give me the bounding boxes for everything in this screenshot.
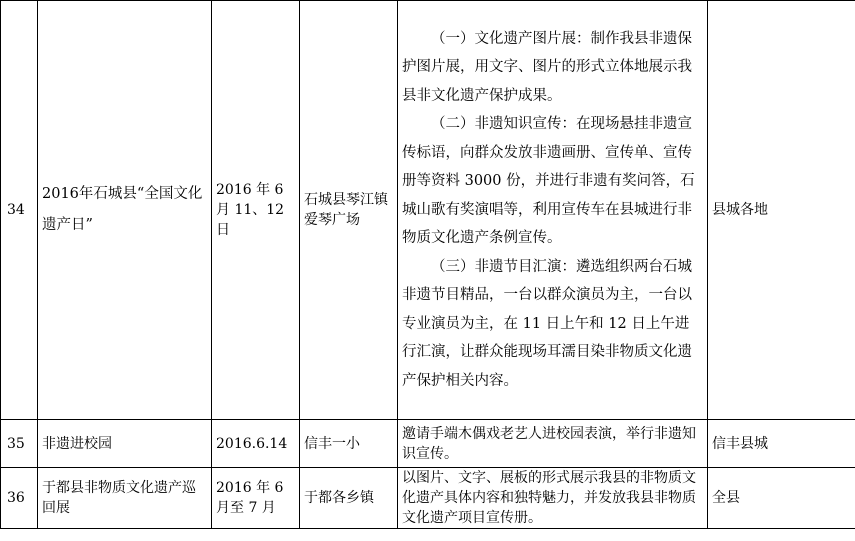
activity-place: 信丰一小 [300, 420, 398, 468]
activity-content [398, 468, 708, 529]
activity-place: 于都各乡镇 [300, 468, 398, 529]
activity-date: 2016 年 6 月 11、12 日 [212, 1, 300, 420]
activity-date: 2016 年 6 月至 7 月 [212, 468, 300, 529]
activity-scope: 全县 [708, 468, 855, 529]
table-row [1, 1, 855, 420]
activity-content [398, 420, 708, 468]
activity-place: 石城县琴江镇爱琴广场 [300, 1, 398, 420]
table-row [1, 468, 855, 529]
activity-paragraph: 以图片、文字、展板的形式展示我县的非物质文化遗产具体内容和独特魅力，并发放我县非物质文化遗产项目宣传册。 [402, 470, 696, 526]
activity-name: 2016年石城县“全国文化遗产日” [38, 1, 212, 420]
activity-paragraph: （三）非遗节目汇演：遴选组织两台石城非遗节目精品，一台以群众演员为主，一台以专业演员为主，在 11 日上午和 12 日上午进行汇演，让群众能现场耳濡目染非物质文化遗产保护相关内容。 [402, 258, 692, 389]
row-number: 36 [1, 468, 38, 529]
activity-date: 2016.6.14 [212, 420, 300, 468]
activity-paragraph: （二）非遗知识宣传：在现场悬挂非遗宣传标语，向群众发放非遗画册、宣传单、宣传册等资料 3000 份，并进行非遗有奖问答，石城山歌有奖演唱等，利用宣传车在县城进行非物质文化遗产条例宣传。 [402, 116, 695, 247]
activity-scope: 县城各地 [708, 1, 855, 420]
activity-name: 于都县非物质文化遗产巡回展 [38, 468, 212, 529]
activity-name: 非遗进校园 [38, 420, 212, 468]
table-row [1, 420, 855, 468]
row-number: 35 [1, 420, 38, 468]
activity-scope: 信丰县城 [708, 420, 855, 468]
row-number: 34 [1, 1, 38, 420]
activity-content [398, 1, 708, 420]
activity-paragraph: 邀请手端木偶戏老艺人进校园表演，举行非遗知识宣传。 [402, 425, 696, 462]
activity-paragraph: （一）文化遗产图片展：制作我县非遗保护图片展，用文字、图片的形式立体地展示我县非文化遗产保护成果。 [402, 30, 692, 104]
